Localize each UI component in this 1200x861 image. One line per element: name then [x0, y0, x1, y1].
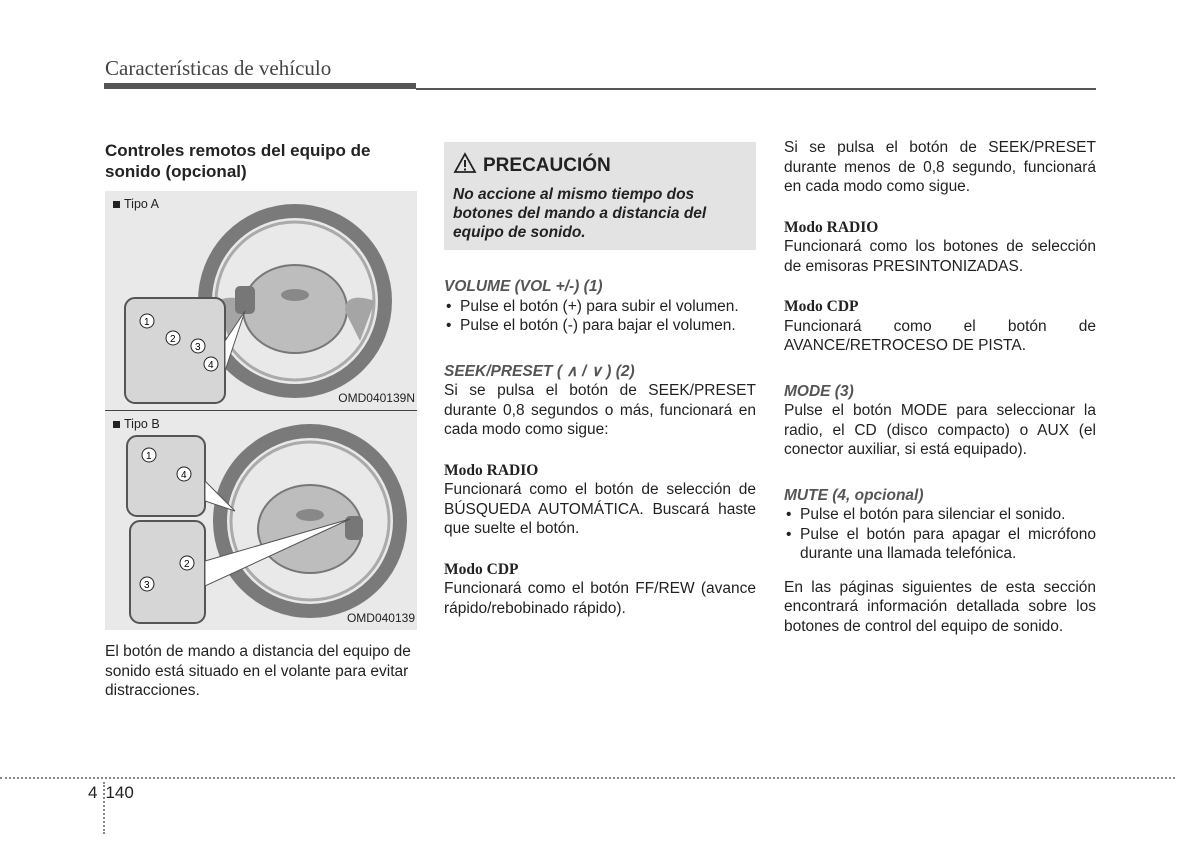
mute-title: MUTE (4, opcional)	[784, 486, 924, 504]
page-number	[88, 783, 134, 803]
modo-cdp-title-short: Modo CDP	[784, 298, 859, 315]
svg-text:2: 2	[170, 334, 176, 345]
caution-body: No accione al mismo tiempo dos botones del mando a distancia del equipo de sonido.	[453, 185, 707, 241]
svg-text:1: 1	[146, 451, 152, 462]
steering-wheel-illustration-a	[105, 191, 417, 410]
footer-divider	[0, 777, 1175, 779]
warning-triangle-icon	[453, 152, 477, 179]
mode-text: Pulse el botón MODE para seleccionar la radio, el CD (disco compacto) o AUX (el conector auxiliar, si está equipado).	[784, 402, 1096, 458]
svg-text:4: 4	[208, 360, 214, 371]
seek-title: SEEK/PRESET ( ∧ / ∨ ) (2)	[444, 362, 635, 380]
chapter-number: 4	[88, 783, 98, 802]
svg-text:1: 1	[144, 317, 150, 328]
section-heading: Controles remotos del equipo de sonido (opcional)	[105, 141, 371, 181]
header-rule-thick	[104, 83, 416, 89]
list-item: • Pulse el botón (+) para subir el volumen.	[444, 297, 756, 317]
caution-box	[444, 142, 756, 250]
figure-code-b: OMD040139	[346, 610, 415, 625]
modo-radio-title: Modo RADIO	[444, 461, 539, 479]
header-rule-thin	[416, 88, 1096, 90]
mode-title: MODE (3)	[784, 382, 854, 400]
figure-label-a: Tipo A	[113, 195, 159, 215]
modo-radio-text: Funcionará como el botón de selección de BÚSQUEDA AUTOMÁTICA. Buscará haste que suelte el botón.	[444, 481, 756, 537]
volume-title: VOLUME (VOL +/-) (1)	[444, 278, 603, 295]
figure-caption: El botón de mando a distancia del equipo de sonido está situado en el volante para evitar distracciones.	[105, 643, 411, 699]
short-press-intro: Si se pulsa el botón de SEEK/PRESET durante menos de 0,8 segundo, funcionará en cada modo como sigue.	[784, 139, 1096, 195]
modo-radio-text-short: Funcionará como los botones de selección de emisoras PRESINTONIZADAS.	[784, 238, 1096, 275]
figure-code-a: OMD040139N	[338, 390, 415, 405]
svg-text:3: 3	[195, 342, 201, 353]
modo-cdp-title: Modo CDP	[444, 560, 519, 578]
column-middle	[444, 142, 756, 618]
closing-text: En las páginas siguientes de esta sección encontrará información detallada sobre los botones de control del equipo de sonido.	[784, 578, 1096, 635]
caution-title: PRECAUCIÓN	[483, 154, 611, 176]
column-left	[105, 140, 417, 701]
list-item: • Pulse el botón (-) para bajar el volumen.	[444, 316, 756, 336]
modo-cdp-text-short: Funcionará como el botón de AVANCE/RETROCESO DE PISTA.	[784, 317, 1096, 354]
list-item: • Pulse el botón para silenciar el sonido.	[784, 505, 1096, 525]
square-bullet-icon	[113, 201, 120, 208]
modo-cdp-text: Funcionará como el botón FF/REW (avance rápido/rebobinado rápido).	[444, 580, 756, 617]
figure-type-b	[105, 410, 417, 630]
mute-list	[784, 505, 1096, 564]
figure-label-b: Tipo B	[113, 415, 160, 435]
svg-text:2: 2	[184, 559, 190, 570]
svg-text:3: 3	[144, 580, 150, 591]
seek-text: Si se pulsa el botón de SEEK/PRESET durante 0,8 segundos o más, funcionará en cada modo como sigue:	[444, 382, 756, 438]
column-right	[784, 138, 1096, 636]
list-item: • Pulse el botón para apagar el micrófono durante una llamada telefónica.	[784, 525, 1096, 564]
modo-radio-title-short: Modo RADIO	[784, 218, 879, 236]
svg-text:4: 4	[181, 470, 187, 481]
volume-list	[444, 297, 756, 336]
square-bullet-icon	[113, 421, 120, 428]
figure-type-a	[105, 191, 417, 410]
steering-wheel-illustration-b	[105, 411, 417, 630]
page-header-title: Características de vehículo	[105, 56, 332, 80]
page-value: 140	[105, 783, 134, 802]
